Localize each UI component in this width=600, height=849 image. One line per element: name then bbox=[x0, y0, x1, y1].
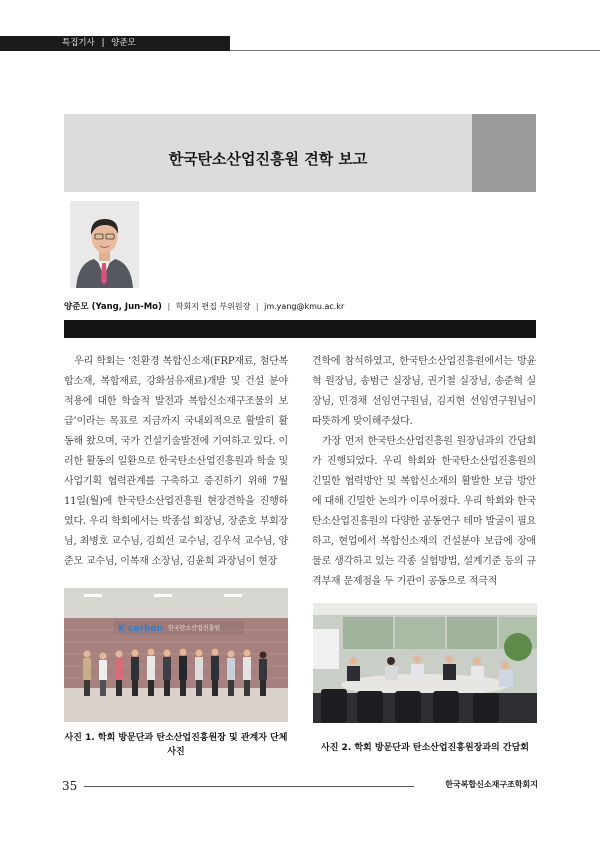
body-paragraph: 우리 학회는 ‘친환경 복합신소재(FRP재료, 첨단복합소재, 복합재료, 강화섬유재료)개발 및 건설 분야 적용에 대한 학술적 발전과 복합신소재구조물의 보급’이라는 목표로 지금까지 국내외적으로 활발히 활동해 왔으며, 국가 건설기술발전에 기여하고 있다. 이러한 활동의 일환으로 한국탄소산업진흥원과 학술 및 사업기획 협력관계를 구축하고 증진하기 위해 7월 11일(월)에 한국탄소산업진흥원 현장견학을 진행하였다. 우리 학회에서는 박종섭 회장님, 장준호 부회장님, 최병호 교수님, 김희선 교수님, 김우석 교수님, 양준모 교수님, 이복재 소장님, 김윤희 과장님이 현장 bbox=[64, 356, 288, 567]
body-column-right bbox=[312, 352, 536, 592]
photo-caption-2: 사진 2. 학회 방문단과 탄소산업진흥원장과의 간담회 bbox=[321, 743, 529, 753]
section-label: 특집기사 bbox=[62, 38, 95, 48]
author-photo bbox=[70, 201, 139, 288]
footer-rule bbox=[84, 786, 414, 787]
journal-name: 한국복합신소재구조학회지 bbox=[445, 780, 538, 789]
sign-logo-text: K carbon bbox=[118, 624, 163, 634]
photo-meeting bbox=[313, 603, 537, 723]
section-author: 양준모 bbox=[111, 38, 136, 48]
photo-caption-1: 사진 1. 학회 방문단과 탄소산업진흥원장 및 관계자 단체 사진 bbox=[64, 733, 288, 757]
author-bottom-bar bbox=[64, 320, 536, 338]
author-line bbox=[64, 300, 344, 312]
body-paragraph: 견학에 참석하였고, 한국탄소산업진흥원에서는 방윤혁 원장님, 송범근 실장님, 권기철 실장님, 송준혁 실장님, 민경채 선임연구원님, 김지현 선임연구원님이 따뜻하게 맞이해주셨다. bbox=[312, 356, 536, 427]
author-role: 학회지 편집 부위원장 bbox=[175, 302, 251, 311]
author-sep-2: | bbox=[255, 302, 259, 311]
body-paragraph: 가장 먼저 한국탄소산업진흥원 원장님과의 간담회가 진행되었다. 우리 학회와 한국탄소산업진흥원의 긴밀한 협력방안 및 복합신소재의 활발한 보급 방안에 대해 긴밀한 논의가 이루어졌다. 우리 학회와 한국탄소산업진흥원의 다양한 공동연구 테마 발굴이 필요하고, 현업에서 복합신소재의 건설분야 보급에 장애물로 생각하고 있는 각종 실험방법, 설계기준 등의 규격부재 문제점을 두 기관이 공동으로 적극적 bbox=[312, 436, 536, 587]
page-number: 35 bbox=[62, 779, 78, 793]
author-portrait-icon bbox=[70, 201, 139, 288]
section-tag bbox=[0, 36, 230, 51]
group-photo-icon bbox=[64, 588, 288, 722]
author-email: jm.yang@kmu.ac.kr bbox=[264, 302, 345, 311]
meeting-photo-icon bbox=[313, 603, 537, 723]
author-sep-1: | bbox=[167, 302, 171, 311]
title-band-accent bbox=[472, 114, 536, 192]
body-column-left bbox=[64, 352, 288, 572]
section-divider: | bbox=[101, 38, 105, 48]
header-rule bbox=[230, 50, 600, 51]
photo-group bbox=[64, 588, 288, 722]
author-name: 양준모 (Yang, Jun-Mo) bbox=[64, 302, 162, 312]
article-title: 한국탄소산업진흥원 견학 보고 bbox=[168, 150, 368, 168]
sign-sub-text: 한국탄소산업진흥원 bbox=[168, 625, 221, 632]
